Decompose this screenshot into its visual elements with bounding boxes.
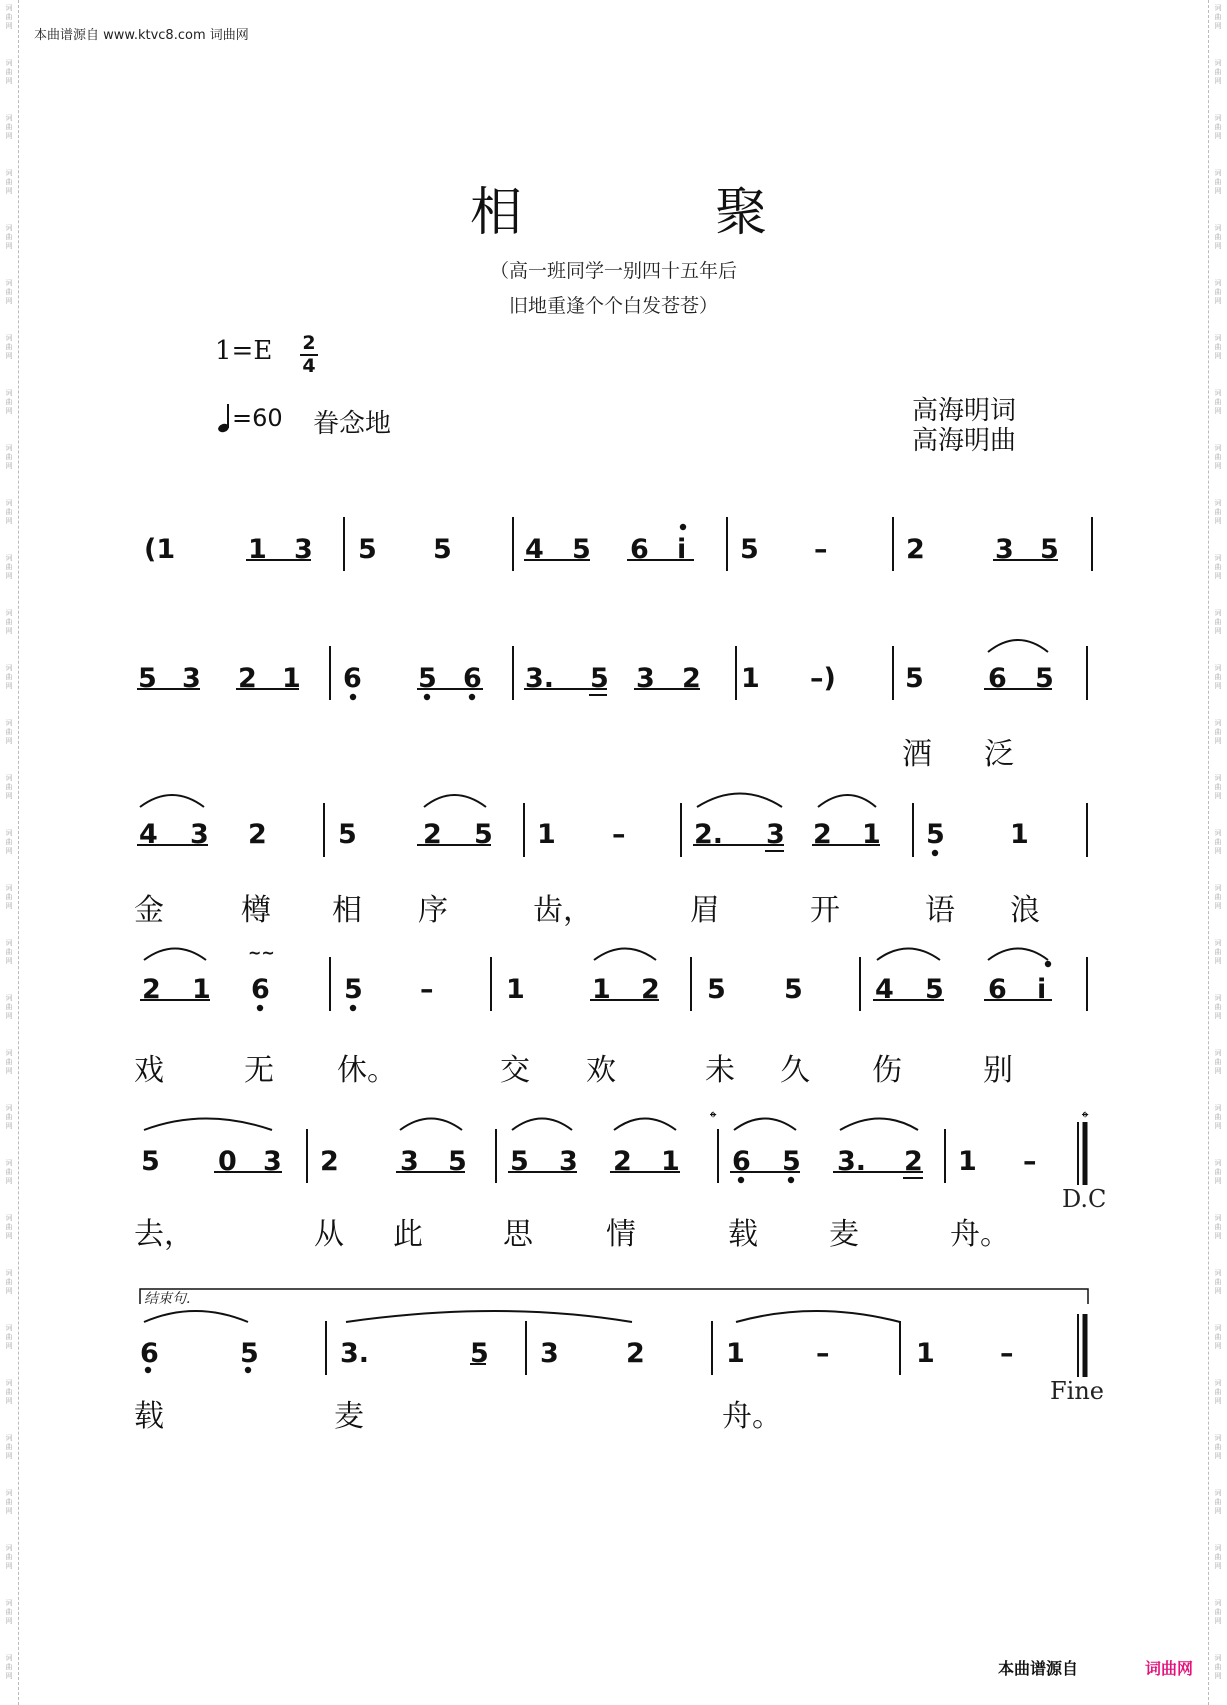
note: 1 — [248, 534, 267, 565]
note: 5 — [138, 663, 157, 694]
note: – — [420, 974, 434, 1005]
low-octave-dot — [932, 850, 938, 856]
slur — [840, 1119, 918, 1131]
watermark-mark: 词 曲 网 — [1214, 1544, 1222, 1570]
ending-label: 结束句. — [144, 1291, 191, 1307]
row-6-lyrics — [134, 1399, 782, 1434]
note: 4 — [875, 974, 894, 1005]
title-char-2: 聚 — [715, 183, 768, 243]
watermark-mark: 词 曲 网 — [5, 1544, 13, 1570]
note: 2 — [682, 663, 701, 694]
note: 5 — [925, 974, 944, 1005]
note: 1 — [661, 1146, 680, 1177]
note: 5 — [141, 1146, 160, 1177]
lyric: 未 — [705, 1053, 735, 1088]
watermark-mark: 词 曲 网 — [1214, 1214, 1222, 1240]
note: 3 — [190, 819, 209, 850]
slur — [594, 949, 656, 961]
watermark-mark: 词 曲 网 — [1214, 169, 1222, 195]
lyric: 交 — [500, 1053, 530, 1088]
note: 5 — [338, 819, 357, 850]
watermark-mark: 词 曲 网 — [5, 389, 13, 415]
note: 5 — [572, 534, 591, 565]
watermark-mark: 词 曲 网 — [5, 279, 13, 305]
watermark-mark: 词 曲 网 — [5, 4, 13, 30]
watermark-mark: 词 曲 网 — [1214, 224, 1222, 250]
note: 1 — [726, 1338, 745, 1369]
watermark-mark: 词 曲 网 — [1214, 939, 1222, 965]
watermark-mark: 词 曲 网 — [1214, 279, 1222, 305]
lyric: 欢 — [586, 1053, 616, 1088]
time-sig-top: 2 — [302, 332, 316, 354]
title-char-1: 相 — [470, 183, 523, 243]
note: – — [1023, 1146, 1037, 1177]
note: 5 — [707, 974, 726, 1005]
watermark-mark: 词 曲 网 — [1214, 829, 1222, 855]
lyric: 齿， — [533, 893, 593, 928]
key-signature: 1=E — [215, 336, 273, 366]
low-octave-dot — [424, 694, 430, 700]
fine-marking: Fine — [1050, 1377, 1104, 1405]
lyric: 情 — [606, 1217, 636, 1252]
note: 6 — [463, 663, 482, 694]
slur — [818, 795, 876, 807]
watermark-mark: 词 曲 网 — [5, 939, 13, 965]
note: 5 — [905, 663, 924, 694]
note: 0 — [218, 1146, 237, 1177]
watermark-mark: 词 曲 网 — [1214, 59, 1222, 85]
note: 1 — [192, 974, 211, 1005]
note: –) — [810, 663, 836, 694]
lyric: 樽 — [241, 893, 271, 928]
watermark-mark: 词 曲 网 — [1214, 1324, 1222, 1350]
watermark-mark: 词 曲 网 — [5, 169, 13, 195]
note: 6 — [732, 1146, 751, 1177]
note: 5 — [1040, 534, 1059, 565]
watermark-mark: 词 曲 网 — [5, 1269, 13, 1295]
slur — [144, 949, 206, 961]
watermark-mark: 词 曲 网 — [1214, 1489, 1222, 1515]
note: 5 — [784, 974, 803, 1005]
lyricist-credit: 高海明词 — [912, 396, 1017, 426]
lyric: 载 — [728, 1217, 758, 1252]
slur — [424, 795, 486, 807]
footer-site-name: 词曲网 — [1145, 1659, 1194, 1678]
note: – — [814, 534, 828, 565]
watermark-mark: 词 曲 网 — [5, 554, 13, 580]
note: 3 — [540, 1338, 559, 1369]
note: – — [1000, 1338, 1014, 1369]
note: 3. — [837, 1146, 867, 1177]
watermark-mark: 词 曲 网 — [5, 1324, 13, 1350]
low-octave-dot — [350, 694, 356, 700]
note: i — [677, 534, 687, 565]
note: 1 — [1010, 819, 1029, 850]
row-5-lyrics — [134, 1217, 1010, 1252]
high-octave-dot — [1045, 961, 1051, 967]
lyric: 从 — [314, 1217, 344, 1252]
note: 2 — [248, 819, 267, 850]
lyric: 酒 — [902, 737, 932, 772]
high-octave-dot — [680, 524, 686, 530]
note: 5 — [433, 534, 452, 565]
note: 1 — [592, 974, 611, 1005]
note: 4 — [139, 819, 158, 850]
note: 1 — [741, 663, 760, 694]
watermark-mark: 词 曲 网 — [5, 1159, 13, 1185]
watermark-mark: 词 曲 网 — [5, 224, 13, 250]
note: 5 — [1035, 663, 1054, 694]
note: 2 — [423, 819, 442, 850]
note: 3 — [559, 1146, 578, 1177]
note: 2 — [613, 1146, 632, 1177]
lyric: 别 — [983, 1053, 1013, 1088]
lyric: 伤 — [872, 1053, 902, 1088]
lyric: 眉 — [690, 893, 720, 928]
watermark-mark: 词 曲 网 — [5, 664, 13, 690]
slur — [140, 795, 204, 807]
note: 2 — [906, 534, 925, 565]
segno-icon: 𝄌 — [1082, 1108, 1089, 1129]
lyric: 载 — [134, 1399, 164, 1434]
watermark-mark: 词 曲 网 — [1214, 609, 1222, 635]
note: 6 — [343, 663, 362, 694]
low-octave-dot — [469, 694, 475, 700]
lyric: 戏 — [134, 1053, 164, 1088]
lyric: 相 — [332, 893, 362, 928]
slur — [734, 1119, 796, 1131]
note: 3 — [263, 1146, 282, 1177]
lyric: 金 — [134, 893, 164, 928]
watermark-mark: 词 曲 网 — [1214, 1434, 1222, 1460]
watermark-mark: 词 曲 网 — [1214, 1654, 1222, 1680]
watermark-mark: 词 曲 网 — [1214, 719, 1222, 745]
note: 2. — [694, 819, 724, 850]
note: 6 — [140, 1338, 159, 1369]
watermark-mark: 词 曲 网 — [1214, 1269, 1222, 1295]
note: 3 — [294, 534, 313, 565]
watermark-mark: 词 曲 网 — [5, 1214, 13, 1240]
note: 2 — [142, 974, 161, 1005]
note: 5 — [240, 1338, 259, 1369]
lyric: 此 — [393, 1217, 423, 1252]
note: 5 — [470, 1338, 489, 1369]
watermark-mark: 词 曲 网 — [5, 444, 13, 470]
lyric: 语 — [925, 893, 955, 928]
lyric: 休。 — [337, 1053, 397, 1088]
watermark-mark: 词 曲 网 — [5, 1434, 13, 1460]
note: 4 — [525, 534, 544, 565]
lyric: 浪 — [1010, 893, 1040, 928]
note: 5 — [474, 819, 493, 850]
note: 6 — [251, 974, 270, 1005]
watermark-mark: 词 曲 网 — [5, 1654, 13, 1680]
note: 5 — [510, 1146, 529, 1177]
note: 1 — [506, 974, 525, 1005]
low-octave-dot — [350, 1005, 356, 1011]
watermark-mark: 词 曲 网 — [1214, 1379, 1222, 1405]
watermark-mark: 词 曲 网 — [5, 609, 13, 635]
note: 2 — [904, 1146, 923, 1177]
watermark-mark: 词 曲 网 — [5, 114, 13, 140]
note: (1 — [144, 534, 176, 565]
note: 6 — [988, 974, 1007, 1005]
lyric: 麦 — [829, 1217, 859, 1252]
watermark-mark: 词 曲 网 — [5, 334, 13, 360]
slur — [877, 949, 940, 961]
lyric: 舟。 — [722, 1399, 782, 1434]
low-octave-dot — [788, 1177, 794, 1183]
note: 5 — [448, 1146, 467, 1177]
watermark-mark: 词 曲 网 — [1214, 4, 1222, 30]
watermark-mark: 词 曲 网 — [5, 1104, 13, 1130]
low-octave-dot — [257, 1005, 263, 1011]
dc-marking: D.C — [1062, 1185, 1107, 1213]
note: 3. — [340, 1338, 370, 1369]
note: 2 — [641, 974, 660, 1005]
row-6-notes — [140, 1338, 1014, 1369]
note: 5 — [926, 819, 945, 850]
watermark-mark: 词 曲 网 — [1214, 664, 1222, 690]
trill-mark-icon: ~~ — [248, 943, 275, 962]
note: 5 — [344, 974, 363, 1005]
expression-marking: 眷念地 — [313, 409, 392, 439]
watermark-mark: 词 曲 网 — [5, 1379, 13, 1405]
note: 1 — [916, 1338, 935, 1369]
footer-source-label: 本曲谱源自 — [998, 1659, 1079, 1678]
watermark-mark: 词 曲 网 — [5, 1049, 13, 1075]
lyric: 无 — [244, 1053, 274, 1088]
slur — [988, 640, 1048, 652]
ending-bracket — [140, 1289, 1088, 1304]
note: 6 — [630, 534, 649, 565]
watermark-mark: 词 曲 网 — [5, 994, 13, 1020]
lyric: 舟。 — [950, 1217, 1010, 1252]
note: 3 — [400, 1146, 419, 1177]
row-3-notes — [139, 819, 1029, 850]
lyric: 泛 — [984, 737, 1014, 772]
slur — [697, 794, 782, 808]
note: 5 — [740, 534, 759, 565]
watermark-mark: 词 曲 网 — [5, 1489, 13, 1515]
slur — [144, 1119, 272, 1131]
note: 6 — [988, 663, 1007, 694]
slur — [614, 1119, 676, 1131]
lyric: 思 — [503, 1217, 533, 1252]
watermark-mark: 词 曲 网 — [1214, 1159, 1222, 1185]
subtitle-line-1: （高一班同学一别四十五年后 — [489, 260, 737, 282]
note: 5 — [590, 663, 609, 694]
watermark-mark: 词 曲 网 — [5, 884, 13, 910]
time-sig-bottom: 4 — [302, 355, 316, 377]
note: 2 — [626, 1338, 645, 1369]
note: 1 — [282, 663, 301, 694]
lyric: 开 — [810, 893, 840, 928]
slur — [736, 1311, 900, 1322]
note: 3 — [995, 534, 1014, 565]
watermark-mark: 词 曲 网 — [5, 1599, 13, 1625]
slur — [346, 1311, 632, 1322]
lyric: 麦 — [334, 1399, 364, 1434]
source-line: 本曲谱源自 www.ktvc8.com 词曲网 — [34, 28, 249, 43]
slur — [988, 949, 1048, 961]
note: i — [1037, 974, 1047, 1005]
subtitle-line-2: 旧地重逢个个白发苍苍） — [508, 295, 718, 317]
note: 5 — [418, 663, 437, 694]
note: 3. — [525, 663, 555, 694]
note: 3 — [766, 819, 785, 850]
row-3-lyrics — [134, 893, 1040, 928]
note: 1 — [862, 819, 881, 850]
note: – — [612, 819, 626, 850]
watermark-mark: 词 曲 网 — [1214, 774, 1222, 800]
note: 1 — [958, 1146, 977, 1177]
watermark-mark: 词 曲 网 — [1214, 389, 1222, 415]
note: – — [816, 1338, 830, 1369]
slur — [144, 1311, 248, 1322]
note: 2 — [320, 1146, 339, 1177]
watermark-mark: 词 曲 网 — [5, 774, 13, 800]
watermark-mark: 词 曲 网 — [1214, 1599, 1222, 1625]
note: 2 — [238, 663, 257, 694]
note: 1 — [537, 819, 556, 850]
note: 5 — [358, 534, 377, 565]
watermark-mark: 词 曲 网 — [1214, 444, 1222, 470]
watermark-mark: 词 曲 网 — [5, 59, 13, 85]
watermark-mark: 词 曲 网 — [1214, 1049, 1222, 1075]
row-4-lyrics — [134, 1053, 1013, 1088]
watermark-mark: 词 曲 网 — [1214, 499, 1222, 525]
note: 5 — [782, 1146, 801, 1177]
lyric: 久 — [780, 1053, 810, 1088]
row-2-lyrics — [902, 737, 1014, 772]
watermark-mark: 词 曲 网 — [5, 829, 13, 855]
watermark-mark: 词 曲 网 — [1214, 994, 1222, 1020]
watermark-mark: 词 曲 网 — [1214, 554, 1222, 580]
watermark-mark: 词 曲 网 — [5, 719, 13, 745]
tempo-value: =60 — [232, 404, 283, 432]
watermark-mark: 词 曲 网 — [1214, 1104, 1222, 1130]
slur — [400, 1119, 462, 1131]
low-octave-dot — [738, 1177, 744, 1183]
watermark-mark: 词 曲 网 — [1214, 114, 1222, 140]
note: 2 — [813, 819, 832, 850]
slur — [512, 1119, 572, 1131]
watermark-mark: 词 曲 网 — [5, 499, 13, 525]
segno-icon: 𝄌 — [710, 1108, 717, 1129]
composer-credit: 高海明曲 — [912, 426, 1017, 456]
lyric: 去， — [134, 1217, 194, 1252]
note: 3 — [182, 663, 201, 694]
lyric: 序 — [418, 893, 448, 928]
note: 3 — [636, 663, 655, 694]
watermark-mark: 词 曲 网 — [1214, 334, 1222, 360]
watermark-mark: 词 曲 网 — [1214, 884, 1222, 910]
